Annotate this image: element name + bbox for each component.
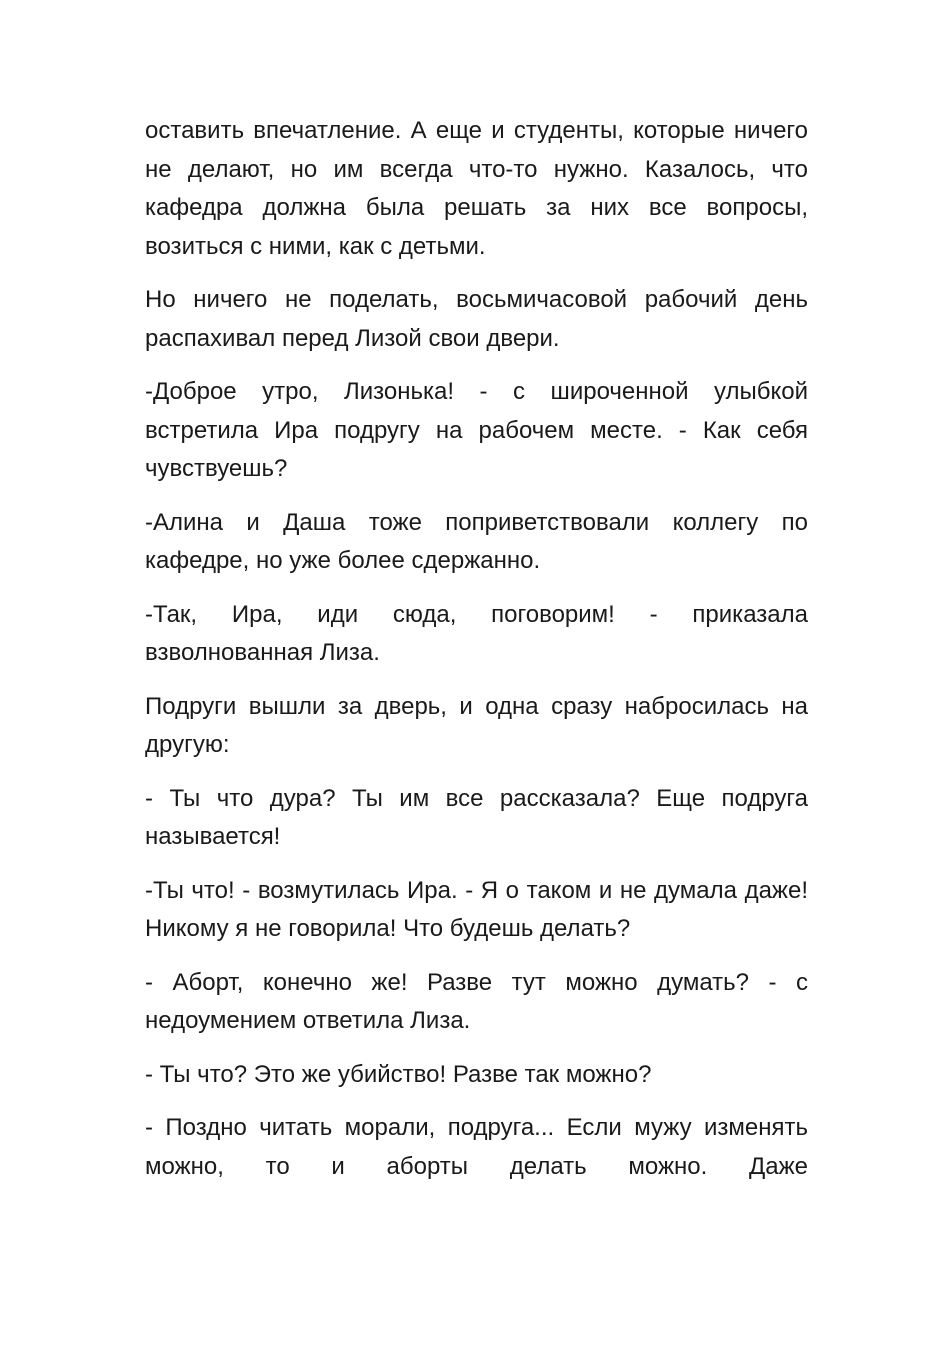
paragraph-11: - Поздно читать морали, подруга... Если мужу изменять можно, то и аборты делать можно. Даже [145, 1114, 808, 1180]
paragraph-5: -Так, Ира, иди сюда, поговорим! - приказала взволнованная Лиза. [145, 600, 808, 666]
paragraph-4: -Алина и Даша тоже поприветствовали коллегу по кафедре, но уже более сдержанно. [145, 508, 808, 574]
paragraph-10: - Ты что? Это же убийство! Разве так можно? [145, 1060, 652, 1088]
paragraph-2: Но ничего не поделать, восьмичасовой рабочий день распахивал перед Лизой свои двери. [145, 286, 808, 352]
paragraph-6: Подруги вышли за дверь, и одна сразу набросилась на другую: [145, 692, 808, 758]
document-body [145, 112, 808, 1201]
paragraph-1: оставить впечатление. А еще и студенты, которые ничего не делают, но им всегда что-то нужно. Казалось, что кафедра должна была решать за них все вопросы, возиться с ними, как с детьми. [145, 117, 808, 260]
paragraph-3: -Доброе утро, Лизонька! - с широченной улыбкой встретила Ира подругу на рабочем месте. - Как себя чувствуешь? [145, 378, 808, 482]
paragraph-9: - Аборт, конечно же! Разве тут можно думать? - с недоумением ответила Лиза. [145, 968, 808, 1034]
paragraph-8: -Ты что! - возмутилась Ира. - Я о таком и не думала даже! Никому я не говорила! Что будешь делать? [145, 876, 808, 942]
paragraph-7: - Ты что дура? Ты им все рассказала? Еще подруга называется! [145, 784, 808, 850]
